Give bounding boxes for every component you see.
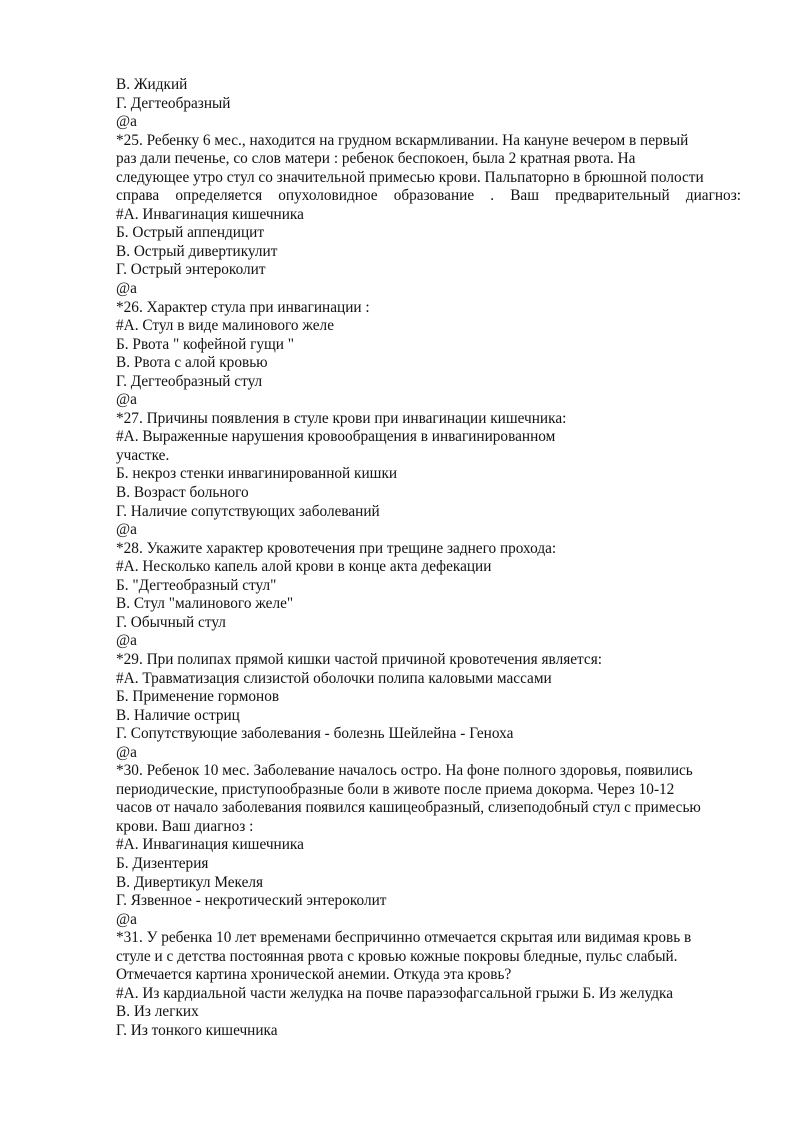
question-text: стуле и с детства постоянная рвота с кровью кожные покровы бледные, пульс слабый. bbox=[116, 947, 678, 965]
answer-option: В. Возраст больного bbox=[116, 484, 249, 502]
question-text: *30. Ребенок 10 мес. Заболевание началось остро. На фоне полного здоровья, появились bbox=[116, 762, 693, 780]
question-text: *28. Укажите характер кровотечения при трещине заднего прохода: bbox=[116, 539, 557, 557]
answer-option: Б. Острый аппендицит bbox=[116, 224, 265, 242]
correct-answer: участке. bbox=[116, 446, 170, 464]
separator-marker: @a bbox=[116, 113, 137, 131]
question-text: следующее утро стул со значительной примесью крови. Пальпаторно в брюшной полости bbox=[116, 168, 704, 186]
question-text: *29. При полипах прямой кишки частой причиной кровотечения является: bbox=[116, 650, 602, 668]
answer-option: В. Жидкий bbox=[116, 76, 188, 93]
correct-answer: #А. Стул в виде малинового желе bbox=[116, 317, 334, 335]
question-text: часов от начало заболевания появился кашицеобразный, слизеподобный стул с примесью bbox=[116, 799, 701, 817]
question-text: Отмечается картина хронической анемии. Откуда эта кровь? bbox=[116, 966, 512, 984]
separator-marker: @a bbox=[116, 280, 137, 298]
answer-option: Г. Дегтеобразный bbox=[116, 94, 231, 112]
question-text: крови. Ваш диагноз : bbox=[116, 817, 254, 835]
separator-marker: @a bbox=[116, 910, 137, 928]
answer-option: Б. некроз стенки инвагинированной кишки bbox=[116, 465, 398, 483]
answer-option: В. Дивертикул Мекеля bbox=[116, 873, 264, 891]
correct-answer: #А. Инвагинация кишечника bbox=[116, 205, 304, 223]
question-text: *26. Характер стула при инвагинации : bbox=[116, 298, 370, 316]
answer-option: В. Рвота с алой кровью bbox=[116, 354, 268, 372]
correct-answer: #А. Травматизация слизистой оболочки полипа каловыми массами bbox=[116, 669, 552, 687]
document-page bbox=[116, 76, 741, 1040]
answer-option: В. Наличие остриц bbox=[116, 706, 240, 724]
correct-answer: #А. Несколько капель алой крови в конце акта дефекации bbox=[116, 558, 492, 576]
answer-option: Г. Дегтеобразный стул bbox=[116, 372, 263, 390]
separator-marker: @a bbox=[116, 391, 137, 409]
separator-marker: @a bbox=[116, 632, 137, 650]
separator-marker: @a bbox=[116, 521, 137, 539]
answer-option: Г. Обычный стул bbox=[116, 613, 226, 631]
correct-answer: #А. Из кардиальной части желудка на почве параэзофагсальной грыжи Б. Из желудка bbox=[116, 984, 674, 1002]
answer-option: В. Стул "малинового желе" bbox=[116, 595, 294, 613]
answer-option: Г. Сопутствующие заболевания - болезнь Шейлейна - Геноха bbox=[116, 725, 514, 743]
answer-option: Б. "Дегтеобразный стул" bbox=[116, 576, 277, 594]
question-text: *25. Ребенку 6 мес., находится на грудном вскармливании. На кануне вечером в первый bbox=[116, 131, 689, 149]
answer-option: В. Из легких bbox=[116, 1003, 199, 1021]
separator-marker: @a bbox=[116, 743, 137, 761]
answer-option: В. Острый дивертикулит bbox=[116, 242, 278, 260]
answer-option: Г. Наличие сопутствующих заболеваний bbox=[116, 502, 380, 520]
answer-option: Б. Применение гормонов bbox=[116, 688, 280, 706]
question-text: *27. Причины появления в стуле крови при инвагинации кишечника: bbox=[116, 409, 567, 427]
question-text: периодические, приступообразные боли в животе после приема докорма. Через 10-12 bbox=[116, 780, 675, 798]
answer-option: Б. Дизентерия bbox=[116, 854, 209, 872]
correct-answer: #А. Выраженные нарушения кровообращения в инвагинированном bbox=[116, 428, 556, 446]
question-text: раз дали печенье, со слов матери : ребенок беспокоен, была 2 кратная рвота. На bbox=[116, 150, 636, 168]
question-text: *31. У ребенка 10 лет временами беспричинно отмечается скрытая или видимая кровь в bbox=[116, 929, 692, 947]
answer-option: Г. Острый энтероколит bbox=[116, 261, 266, 279]
answer-option: Г. Из тонкого кишечника bbox=[116, 1021, 278, 1039]
question-text: справа определяется опухоловидное образование . Ваш предварительный диагноз: bbox=[116, 187, 741, 205]
answer-option: Б. Рвота " кофейной гущи " bbox=[116, 335, 295, 353]
answer-option: Г. Язвенное - некротический энтероколит bbox=[116, 892, 387, 910]
correct-answer: #А. Инвагинация кишечника bbox=[116, 836, 304, 854]
